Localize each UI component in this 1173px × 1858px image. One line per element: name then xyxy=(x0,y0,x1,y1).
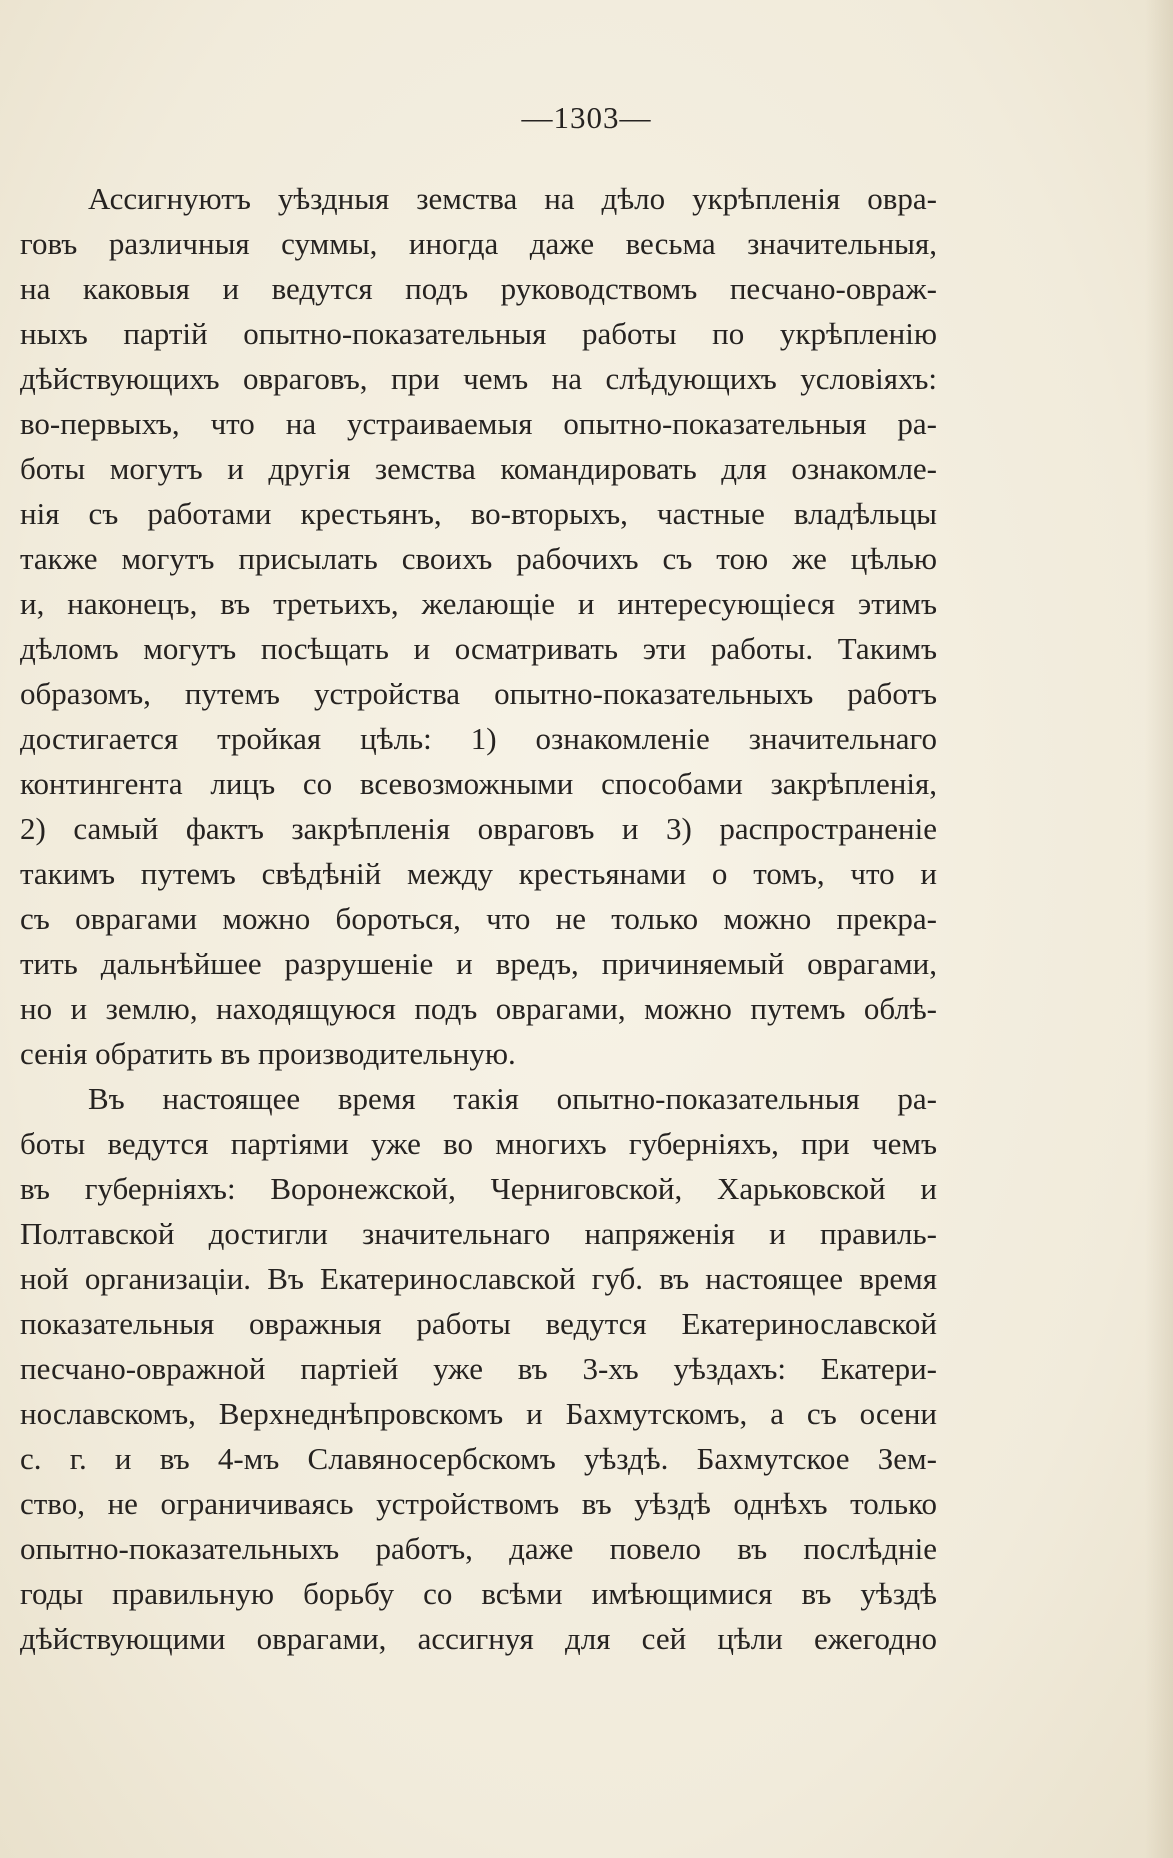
page-edge-shadow xyxy=(1145,0,1173,1858)
text-line: ство, не ограничиваясь устройствомъ въ уѣздѣ однѣхъ только xyxy=(20,1486,937,1521)
text-line: также могутъ присылать своихъ рабочихъ съ тою же цѣлью xyxy=(20,541,937,576)
text-line: показательныя овражныя работы ведутся Екатеринославской xyxy=(20,1306,937,1341)
text-line: Ассигнуютъ уѣздныя земства на дѣло укрѣпленія овра- xyxy=(88,181,937,216)
text-line: 2) самый фактъ закрѣпленія овраговъ и 3) распространеніе xyxy=(20,811,937,846)
text-line: въ губерніяхъ: Воронежской, Черниговской, Харьковской и xyxy=(20,1171,937,1206)
text-line: во-первыхъ, что на устраиваемыя опытно-показательныя ра- xyxy=(20,406,937,441)
text-line: но и землю, находящуюся подъ оврагами, можно путемъ облѣ- xyxy=(20,991,937,1026)
text-line: образомъ, путемъ устройства опытно-показательныхъ работъ xyxy=(20,676,937,711)
text-line: контингента лицъ со всевозможными способами закрѣпленія, xyxy=(20,766,937,801)
text-line: нославскомъ, Верхнеднѣпровскомъ и Бахмутскомъ, а съ осени xyxy=(20,1396,937,1431)
page-number: —1303— xyxy=(521,100,652,135)
body-text xyxy=(20,176,937,1661)
text-line: ной организаціи. Въ Екатеринославской губ. въ настоящее время xyxy=(20,1261,937,1296)
text-line: дѣйствующихъ овраговъ, при чемъ на слѣдующихъ условіяхъ: xyxy=(20,361,937,396)
text-line: тить дальнѣйшее разрушеніе и вредъ, причиняемый оврагами, xyxy=(20,946,937,981)
text-line: нія съ работами крестьянъ, во-вторыхъ, частные владѣльцы xyxy=(20,496,937,531)
text-line: дѣйствующими оврагами, ассигнуя для сей цѣли ежегодно xyxy=(20,1621,937,1656)
text-line: такимъ путемъ свѣдѣній между крестьянами о томъ, что и xyxy=(20,856,937,891)
text-line: Въ настоящее время такія опытно-показательныя ра- xyxy=(88,1081,937,1116)
text-line: годы правильную борьбу со всѣми имѣющимися въ уѣздѣ xyxy=(20,1576,937,1611)
text-line: на каковыя и ведутся подъ руководствомъ песчано-овраж- xyxy=(20,271,937,306)
text-line: дѣломъ могутъ посѣщать и осматривать эти работы. Такимъ xyxy=(20,631,937,666)
text-line: боты могутъ и другія земства командировать для ознакомле- xyxy=(20,451,937,486)
text-line: Полтавской достигли значительнаго напряженія и правиль- xyxy=(20,1216,937,1251)
text-line: с. г. и въ 4-мъ Славяносербскомъ уѣздѣ. Бахмутское Зем- xyxy=(20,1441,937,1476)
text-line: ныхъ партій опытно-показательныя работы по укрѣпленію xyxy=(20,316,937,351)
text-line: песчано-овражной партіей уже въ 3-хъ уѣздахъ: Екатери- xyxy=(20,1351,937,1386)
text-line: боты ведутся партіями уже во многихъ губерніяхъ, при чемъ xyxy=(20,1126,937,1161)
text-line: и, наконецъ, въ третьихъ, желающіе и интересующіеся этимъ xyxy=(20,586,937,621)
text-line: опытно-показательныхъ работъ, даже повело въ послѣдніе xyxy=(20,1531,937,1566)
text-line: съ оврагами можно бороться, что не только можно прекра- xyxy=(20,901,937,936)
text-line: говъ различныя суммы, иногда даже весьма значительныя, xyxy=(20,226,937,261)
text-line: сенія обратить въ производительную. xyxy=(20,1036,516,1071)
text-line: достигается тройкая цѣль: 1) ознакомленіе значительнаго xyxy=(20,721,937,756)
